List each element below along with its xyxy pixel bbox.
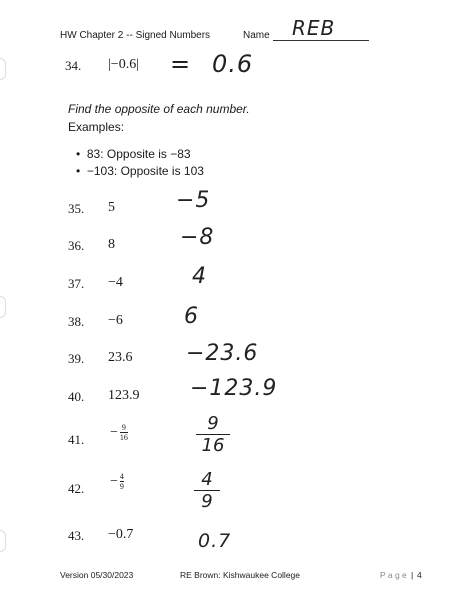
handwritten-answer: 6 bbox=[184, 304, 199, 329]
problem-number: 39. bbox=[68, 351, 85, 366]
problem-value: 8 bbox=[108, 237, 115, 252]
binder-hole bbox=[0, 296, 6, 318]
handwritten-answer: −23.6 bbox=[186, 341, 259, 366]
footer-separator: | bbox=[411, 570, 414, 580]
handwritten-answer: −123.9 bbox=[190, 376, 278, 401]
worksheet-title: HW Chapter 2 -- Signed Numbers bbox=[60, 30, 211, 41]
name-line bbox=[273, 40, 369, 41]
problem-value: −6 bbox=[108, 313, 123, 328]
problem-number: 43. bbox=[68, 528, 85, 543]
problem-fraction: − $\frac{9}{16}$ bbox=[110, 423, 128, 442]
footer-version: Version 05/30/2023 bbox=[60, 570, 134, 580]
handwritten-answer: 0.7 bbox=[198, 530, 232, 552]
binder-hole bbox=[0, 58, 6, 80]
handwritten-answer: −8 bbox=[180, 225, 215, 250]
problem-value: 5 bbox=[108, 200, 115, 215]
problem-number: 38. bbox=[68, 314, 85, 329]
footer-page-label: P a g e bbox=[380, 570, 407, 580]
problem-number: 35. bbox=[68, 201, 85, 216]
problem-value: 123.9 bbox=[108, 388, 140, 403]
problem-number: 37. bbox=[68, 276, 85, 291]
handwritten-answer: −5 bbox=[176, 188, 211, 213]
problem-number: 42. bbox=[68, 481, 85, 496]
problem-value: 23.6 bbox=[108, 350, 133, 365]
problem-value: −4 bbox=[108, 275, 123, 290]
footer-author: RE Brown: Kishwaukee College bbox=[180, 570, 301, 580]
problem-fraction: − $\frac{4}{9}$ bbox=[110, 472, 124, 491]
example-item: • 83: Opposite is −83 bbox=[76, 147, 191, 161]
problem-number: 34. bbox=[65, 58, 82, 73]
handwritten-answer: 0.6 bbox=[212, 50, 254, 78]
examples-label: Examples: bbox=[68, 120, 125, 134]
problem-value: −0.7 bbox=[108, 527, 134, 542]
handwritten-fraction-answer: 9 16 bbox=[196, 414, 230, 455]
example-item: • −103: Opposite is 103 bbox=[76, 164, 204, 178]
binder-hole bbox=[0, 530, 6, 552]
student-name: REB bbox=[292, 16, 336, 40]
handwritten-fraction-answer: 4 9 bbox=[194, 470, 220, 511]
handwritten-equals: = bbox=[170, 50, 192, 78]
handwritten-answer: 4 bbox=[192, 264, 207, 289]
problem-number: 36. bbox=[68, 238, 85, 253]
problem-number: 41. bbox=[68, 432, 85, 447]
name-label: Name bbox=[243, 30, 270, 41]
footer-page-number: 4 bbox=[417, 570, 422, 580]
problem-number: 40. bbox=[68, 389, 85, 404]
problem-expression: |−0.6| bbox=[108, 57, 140, 72]
instruction-prompt: Find the opposite of each number. bbox=[68, 102, 250, 116]
